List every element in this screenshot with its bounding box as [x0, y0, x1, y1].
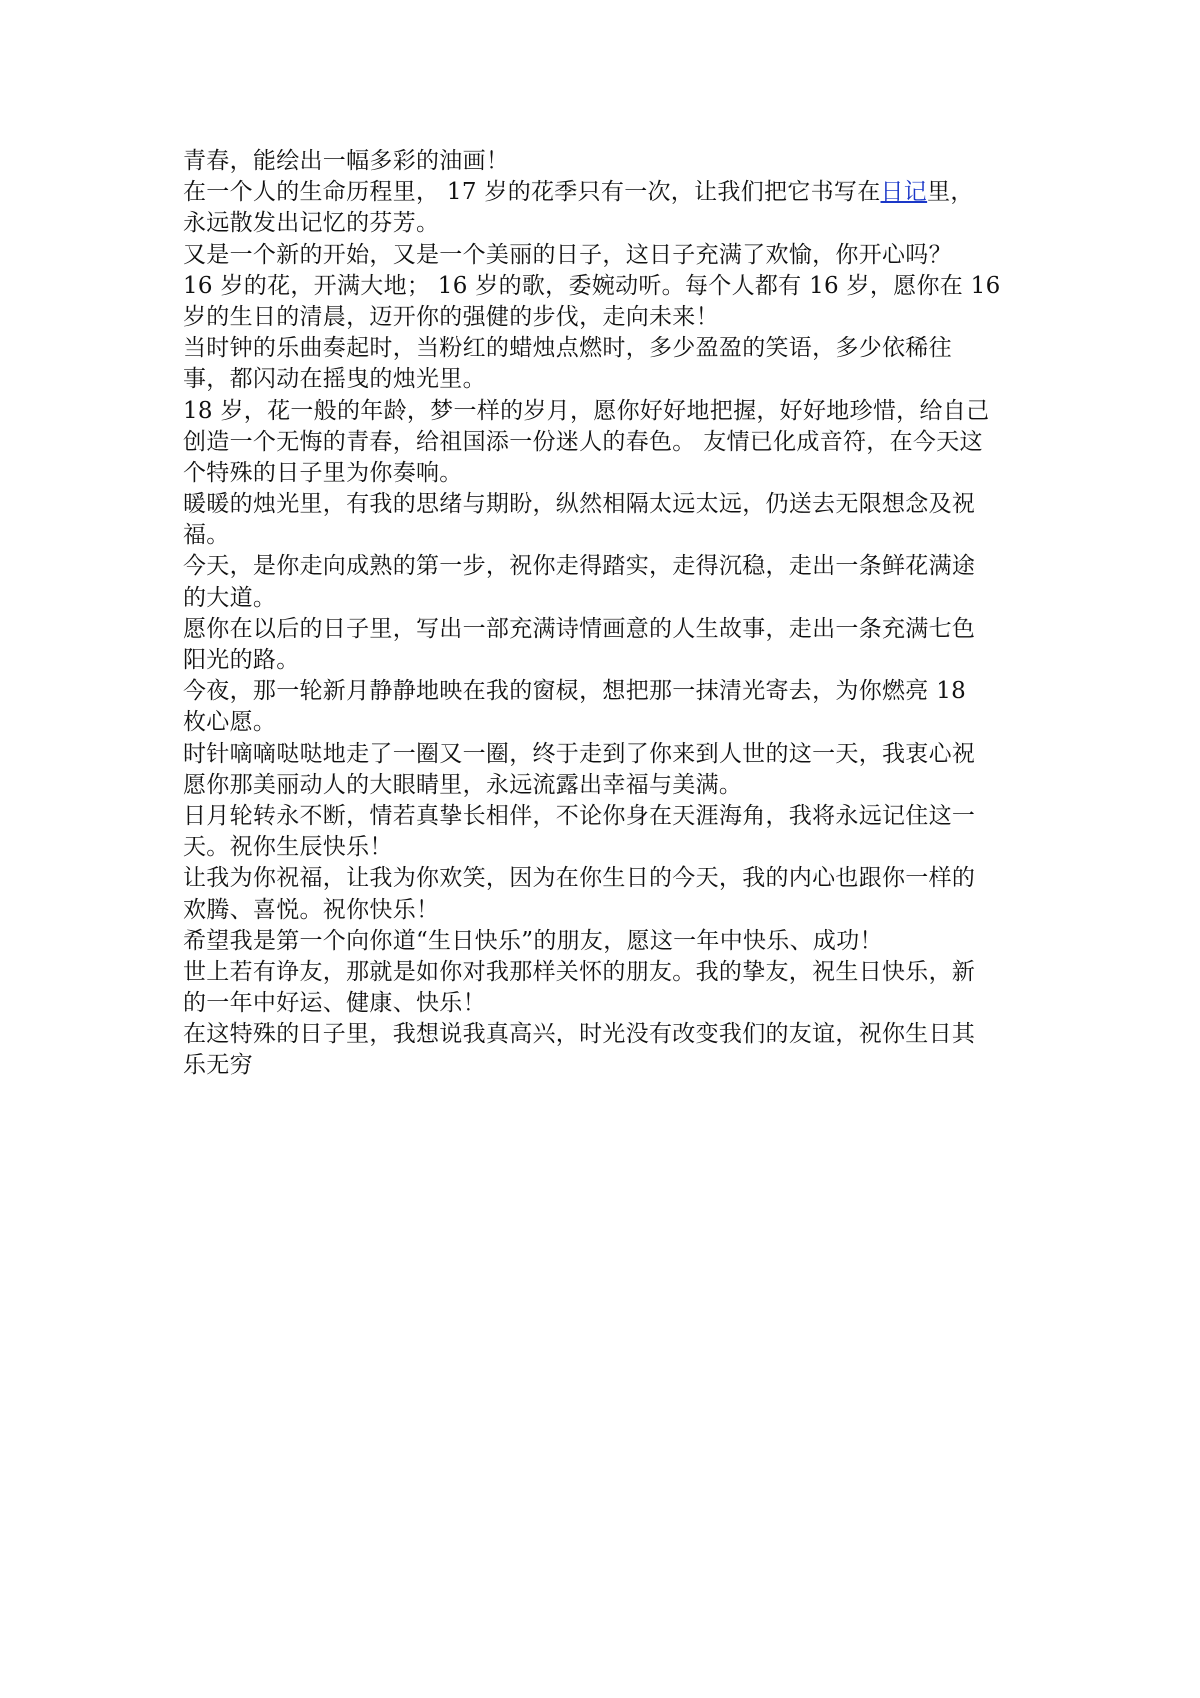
text-line: 18 岁，花一般的年龄，梦一样的岁月，愿你好好地把握，好好地珍惜，给自己 — [183, 397, 990, 424]
text-segment: 在一个人的生命历程里， 17 岁的花季只有一次，让我们把它书写在 — [183, 179, 881, 206]
text-line — [183, 177, 1033, 208]
text-line: 在这特殊的日子里，我想说我真高兴，时光没有改变我们的友谊，祝你生日其 — [183, 1021, 976, 1048]
text-line: 希望我是第一个向你道“生日快乐”的朋友，愿这一年中快乐、成功！ — [183, 927, 883, 954]
document-body — [183, 146, 1033, 1082]
text-line: 时针嘀嘀哒哒地走了一圈又一圈，终于走到了你来到人世的这一天，我衷心祝 — [183, 740, 976, 767]
text-line: 16 岁的花，开满大地； 16 岁的歌，委婉动听。每个人都有 16 岁，愿你在 16 — [183, 272, 1001, 299]
text-line: 又是一个新的开始，又是一个美丽的日子，这日子充满了欢愉，你开心吗？ — [183, 241, 952, 268]
diary-link[interactable]: 日记 — [880, 179, 928, 206]
text-line: 今天，是你走向成熟的第一步，祝你走得踏实，走得沉稳，走出一条鲜花满途 — [183, 553, 976, 580]
text-line: 乐无穷 — [183, 1052, 253, 1079]
text-line: 暖暖的烛光里，有我的思绪与期盼，纵然相隔太远太远，仍送去无限想念及祝 — [183, 491, 976, 518]
text-line: 欢腾、喜悦。祝你快乐！ — [183, 896, 440, 923]
text-line: 永远散发出记忆的芬芳。 — [183, 210, 440, 237]
text-line: 岁的生日的清晨，迈开你的强健的步伐，走向未来！ — [183, 303, 719, 330]
text-line: 事，都闪动在摇曳的烛光里。 — [183, 366, 486, 393]
text-line: 阳光的路。 — [183, 647, 300, 673]
text-line: 愿你在以后的日子里，写出一部充满诗情画意的人生故事，走出一条充满七色 — [183, 615, 976, 642]
text-line: 创造一个无悔的青春，给祖国添一份迷人的春色。 友情已化成音符，在今天这 — [183, 428, 983, 455]
text-line: 愿你那美丽动人的大眼睛里，永远流露出幸福与美满。 — [183, 771, 743, 798]
text-line: 青春，能绘出一幅多彩的油画！ — [183, 148, 510, 174]
text-line: 个特殊的日子里为你奏响。 — [183, 459, 463, 486]
text-line: 枚心愿。 — [183, 709, 277, 736]
text-line: 日月轮转永不断，情若真挚长相伴，不论你身在天涯海角，我将永远记住这一 — [183, 802, 976, 829]
text-line: 的一年中好运、健康、快乐！ — [183, 990, 486, 1017]
text-line: 世上若有诤友，那就是如你对我那样关怀的朋友。我的挚友，祝生日快乐，新 — [183, 958, 976, 985]
text-line: 让我为你祝福，让我为你欢笑，因为在你生日的今天，我的内心也跟你一样的 — [183, 865, 976, 892]
text-line: 的大道。 — [183, 584, 277, 611]
text-segment: 里， — [927, 179, 974, 206]
text-line: 当时钟的乐曲奏起时，当粉红的蜡烛点燃时，多少盈盈的笑语，多少依稀往 — [183, 335, 952, 362]
text-line: 天。祝你生辰快乐！ — [183, 834, 393, 861]
text-line: 今夜，那一轮新月静静地映在我的窗棂，想把那一抹清光寄去，为你燃亮 18 — [183, 678, 967, 705]
text-line: 福。 — [183, 522, 230, 549]
